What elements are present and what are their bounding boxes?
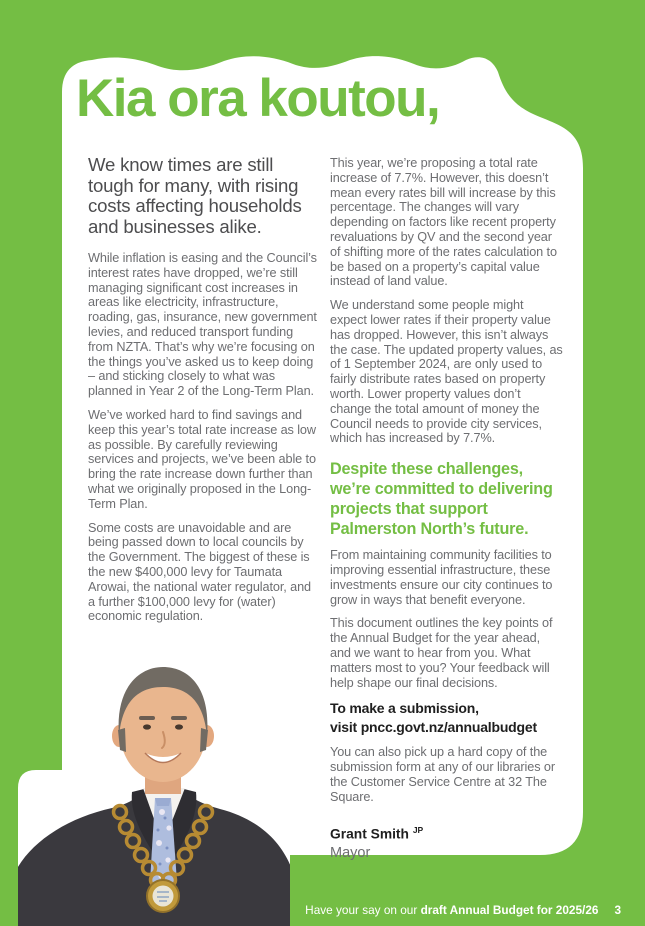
signature-postnominal: JP bbox=[412, 824, 424, 835]
mayor-portrait-illustration bbox=[18, 640, 290, 926]
body-paragraph: You can also pick up a hard copy of the submission form at any of our libraries or the Customer Service Centre at 32 The Square. bbox=[330, 745, 555, 804]
page-number: 3 bbox=[614, 903, 621, 917]
submission-url-text: visit pncc.govt.nz/annualbudget bbox=[330, 718, 537, 735]
footer-text bbox=[305, 903, 621, 917]
footer-prefix: Have your say on our bbox=[305, 903, 421, 917]
intro-statement: We know times are still tough for many, with rising costs affecting households and businesses alike. bbox=[88, 154, 302, 237]
body-paragraph: This year, we’re proposing a total rate increase of 7.7%. However, this doesn’t mean every rates bill will increase by this percentage. The changes will vary depending on factors like recent property revaluations by QV and the second year of shifting more of the rates calculation to be based on a property’s capital value instead of land value. bbox=[330, 156, 557, 289]
right-column bbox=[330, 156, 563, 861]
page-title: Kia ora koutou, bbox=[76, 69, 440, 128]
body-paragraph: This document outlines the key points of the Annual Budget for the year ahead, and we want to hear from you. What matters most to you? Your feedback will help shape our final decisions. bbox=[330, 616, 553, 690]
body-paragraph: We’ve worked hard to find savings and keep this year’s total rate increase as low as possible. By carefully reviewing services and projects, we’ve been able to bring the rate increase down further than what we originally proposed in the Long-Term Plan. bbox=[88, 407, 316, 511]
signature-name: Grant Smith $^{JP}$ bbox=[330, 824, 424, 842]
signature-title: Mayor bbox=[330, 845, 371, 862]
body-paragraph: From maintaining community facilities to improving essential infrastructure, these investments ensure our city continues to grow in ways that benefit everyone. bbox=[330, 548, 553, 607]
body-paragraph: We understand some people might expect lower rates if their property value has dropped. However, this isn’t always the case. The updated property values, as of 1 September 2024, are only used to fairly distribute rates based on property worth. Lower property values don’t change the total amount of money the Council needs to provide city services, which has increased by 7.7%. bbox=[330, 298, 563, 446]
signature-block bbox=[330, 825, 563, 862]
left-column bbox=[88, 155, 321, 633]
submission-line1: To make a submission, bbox=[330, 700, 479, 717]
mayor-photo bbox=[18, 640, 290, 926]
submission-note bbox=[330, 699, 563, 736]
body-paragraph: Some costs are unavoidable and are being passed down to local councils by the Government. The biggest of these is the new $400,000 levy for Taumata Arowai, the national water regulator, and a further $100,000 levy for (water) economic regulation. bbox=[88, 520, 312, 624]
green-subheading: Despite these challenges, we’re committed to delivering projects that support Palmerston North’s future. bbox=[330, 460, 553, 539]
footer-bold: draft Annual Budget for 2025/26 bbox=[420, 903, 599, 917]
body-paragraph: While inflation is easing and the Council’s interest rates have dropped, we’re still managing significant cost increases in areas like electricity, infrastructure, roading, gas, insurance, new government levies, and reduced transport funding from NZTA. That’s why we’re focusing on the things you’ve asked us to keep doing – and sticking closely to what was planned in Year 2 of the Long-Term Plan. bbox=[88, 251, 317, 399]
